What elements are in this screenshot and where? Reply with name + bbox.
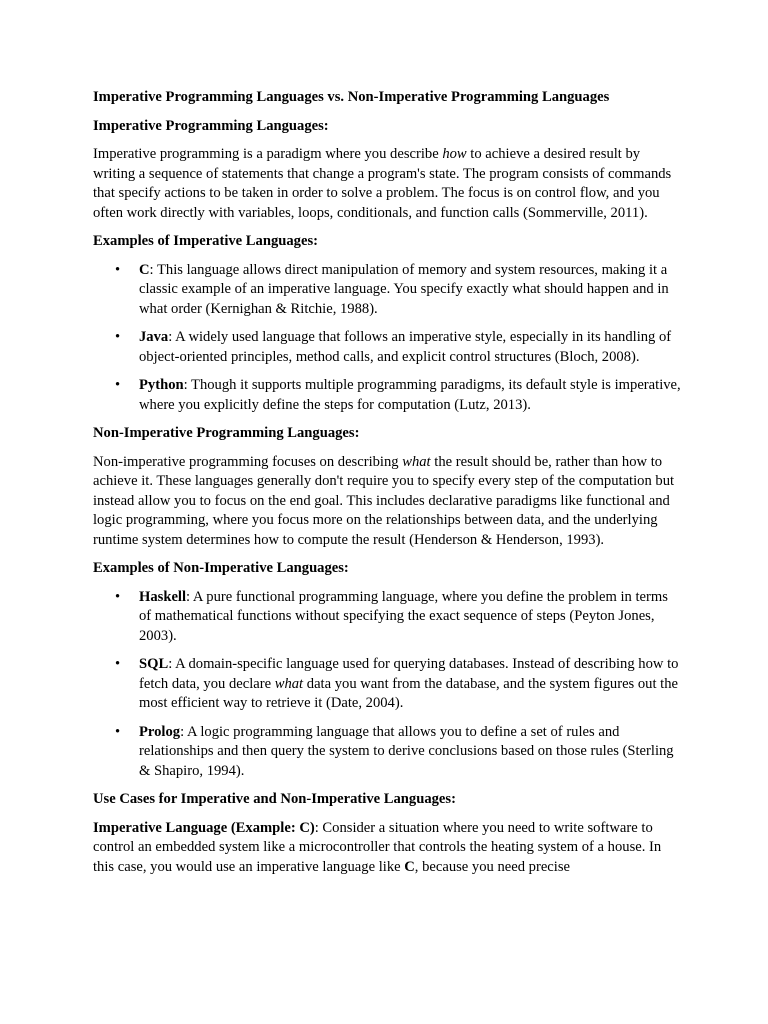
list-item-c: • C: This language allows direct manipulation of memory and system resources, making it a classic example of an imperative language. You specify exactly what should happen and in what order (Kernighan & Ritchie, 1988). [115,261,669,317]
list-item-sql: • SQL: A domain-specific language used for querying databases. Instead of describing how to fetch data, you declare what data you want from the database, and the system figures out the most efficient way to retrieve it (Date, 2004). [115,656,679,711]
bullet-icon: • [115,588,121,605]
list-item-python: • Python: Though it supports multiple programming paradigms, its default style is imperative, where you explicitly define the steps for computation (Lutz, 2013). [115,377,681,413]
language-name: Python [139,377,184,393]
use-case-label: Imperative Language (Example: C) [93,819,315,836]
non-imperative-intro: Non-imperative programming focuses on describing what the result should be, rather than how to achieve it. These languages generally don't require you to specify every step of the computation but instead allow you to focus on the end goal. This includes declarative paradigms like functional and logic programming, where you focus more on the relationships between data, and the underlying runtime system determines how to compute the result (Henderson & Henderson, 1993). [93,453,675,548]
emphasis-how: how [442,146,467,162]
language-name: Java [139,329,169,345]
list-item-java: • Java: A widely used language that follows an imperative style, especially in its handling of object-oriented principles, method calls, and explicit control structures (Bloch, 2008). [115,329,672,365]
bullet-icon: • [115,377,121,393]
document-page [93,88,683,886]
bullet-icon: • [115,656,121,672]
imperative-examples-heading: Examples of Imperative Languages: [93,233,318,249]
emphasis-what: what [402,453,431,470]
non-imperative-heading: Non-Imperative Programming Languages: [93,425,360,441]
list-item-prolog: • Prolog: A logic programming language that allows you to define a set of rules and relationships and then query the system to derive conclusions based on those rules (Sterling & Shapiro, 1994). [115,723,674,779]
language-name: Prolog [139,723,181,740]
non-imperative-examples-heading: Examples of Non-Imperative Languages: [93,560,349,576]
imperative-intro: Imperative programming is a paradigm where you describe how to achieve a desired result by writing a sequence of statements that change a program's state. The program consists of commands that specify actions to be taken in order to solve a problem. The focus is on control flow, and you often work directly with variables, loops, conditionals, and function calls (Sommerville, 2011). [93,146,672,221]
language-name: SQL [139,656,169,672]
emphasis-what: what [274,675,304,692]
use-cases-heading: Use Cases for Imperative and Non-Imperative Languages: [93,791,456,807]
language-name: C [139,261,150,278]
bullet-icon: • [115,261,121,278]
bullet-icon: • [115,723,121,740]
language-name: Haskell [139,588,187,605]
imperative-examples-list [93,261,683,416]
document-title: Imperative Programming Languages vs. Non-Imperative Programming Languages [93,89,610,105]
imperative-heading: Imperative Programming Languages: [93,117,329,134]
use-case-imperative: Imperative Language (Example: C): Consider a situation where you need to write software to control an embedded system like a microcontroller that controls the heating system of a house. In this case, you would use an imperative language like C, because you need precise [93,819,662,875]
list-item-haskell: • Haskell: A pure functional programming language, where you define the problem in terms of mathematical functions without specifying the exact sequence of steps (Peyton Jones, 2003). [115,588,668,644]
language-name: C [404,858,415,875]
bullet-icon: • [115,329,121,345]
non-imperative-examples-list [93,588,683,782]
